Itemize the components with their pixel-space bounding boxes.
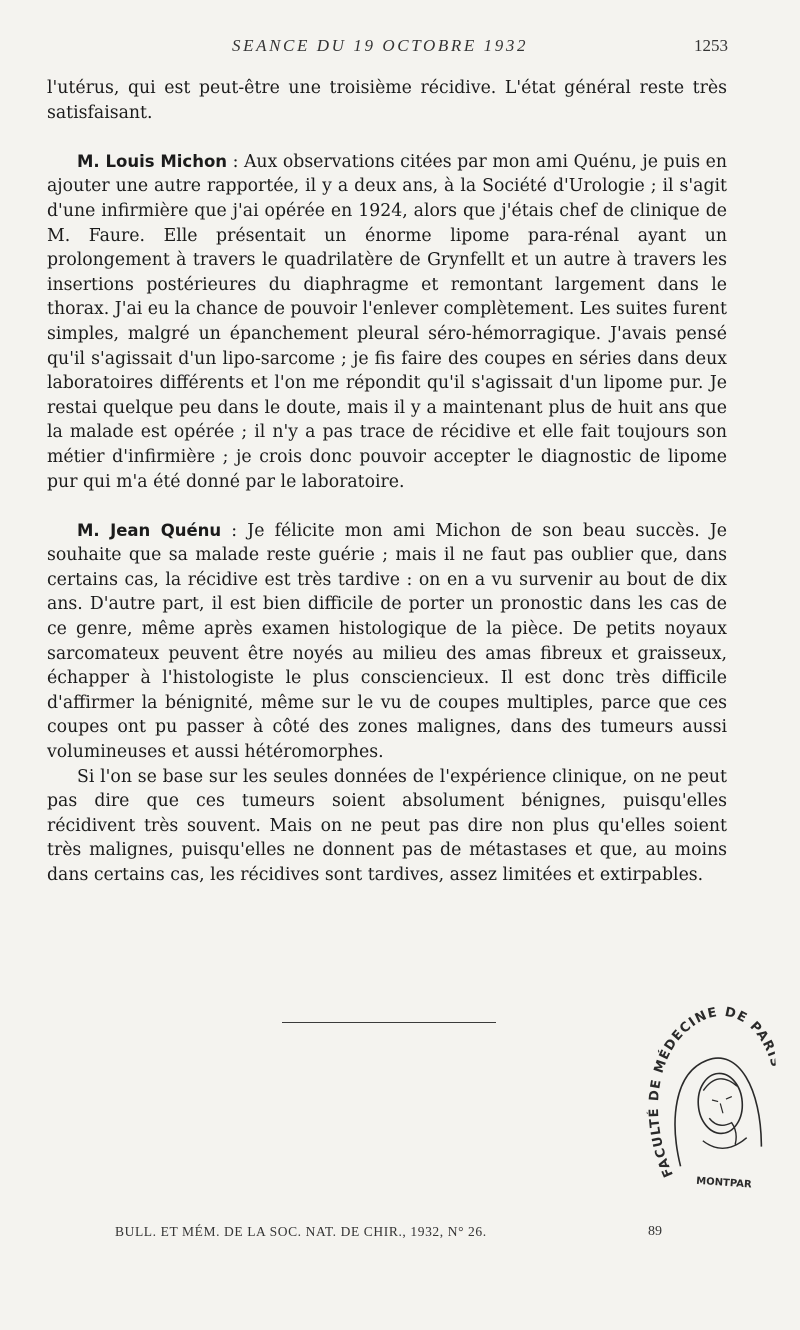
stamp-portrait-icon [696,1072,747,1150]
speaker-name: M. Louis Michon [77,151,228,171]
page-footer [0,1224,800,1248]
paragraph-michon [47,150,727,494]
stamp-text: FACULTÉ DE MÉDECINE DE PARIS [646,1004,784,1180]
running-title: SEANCE DU 19 OCTOBRE 1932 [232,36,529,55]
section-rule [282,1022,496,1023]
paragraph-text: l'utérus, qui est peut-être une troisième récidive. L'état général reste très satisfaisant. [47,78,727,123]
stamp-subtext: MONTPAR [695,1175,752,1191]
stamp-inner-ring [670,1055,763,1166]
body-text [47,76,727,888]
paragraph-text: : Je félicite mon ami Michon de son beau succès. Je souhaite que sa malade reste guérie ; mais il ne faut pas oublier que, dans certains cas, la récidive est très tardive : on en a vu survenir au bout de dix ans. D'autre part, il est bien difficile de porter un pronostic dans les cas de ce genre, même après examen histologique de la pièce. De petits noyaux sarcomateux peuvent être noyés au milieu des amas fibreux et graisseux, échapper à l'histologiste le plus consciencieux. Il est donc très difficile d'affirmer la bénignité, même sur le vu de coupes multiples, parce que ces coupes ont pu passer à côté des zones malignes, dans des tumeurs aussi volumineuses et aussi hétéromorphes. [47,520,727,763]
speaker-name: M. Jean Quénu [77,520,222,540]
paragraph-text: Si l'on se base sur les seules données de l'expérience clinique, on ne peut pas dire que ces tumeurs soient absolument bénignes, puisqu'elles récidivent très souvent. Mais on ne peut pas dire non plus qu'elles soient très malignes, puisqu'elles ne donnent pas de métastases et que, au moins dans certains cas, les récidives sont tardives, assez limitées et extirpables. [47,766,727,885]
running-head [0,36,800,60]
paragraph-quenu [47,519,727,765]
footer-citation: BULL. ET MÉM. DE LA SOC. NAT. DE CHIR., 1932, N° 26. [115,1224,487,1239]
paragraph-quenu-continued [47,765,727,888]
library-stamp [639,996,785,1205]
paragraph-text: : Aux observations citées par mon ami Quénu, je puis en ajouter une autre rapportée, il y a deux ans, à la Société d'Urologie ; il s'agit d'une infirmière que j'ai opérée en 1924, alors que j'étais chef de clinique de M. Faure. Elle présentait un énorme lipome para-rénal ayant un prolongement à travers le quadrilatère de Grynfellt et un autre à travers les insertions postérieures du diaphragme et remontant largement dans le thorax. J'ai eu la chance de pouvoir l'enlever complètement. Les suites furent simples, malgré un épanchement pleural séro-hémorragique. J'avais pensé qu'il s'agissait d'un lipo-sarcome ; je fis faire des coupes en séries dans deux laboratoires différents et l'on me répondit qu'il s'agissait d'un lipome pur. Je restai quelque peu dans le doute, mais il y a maintenant plus de huit ans que la malade est opérée ; il n'y a pas trace de récidive et elle fait toujours son métier d'infirmière ; je crois donc pouvoir accepter le diagnostic de lipome pur qui m'a été donné par le laboratoire. [47,151,727,492]
paragraph-continuation [47,76,727,125]
page-number: 1253 [694,36,728,55]
folio-number: 89 [648,1224,662,1239]
